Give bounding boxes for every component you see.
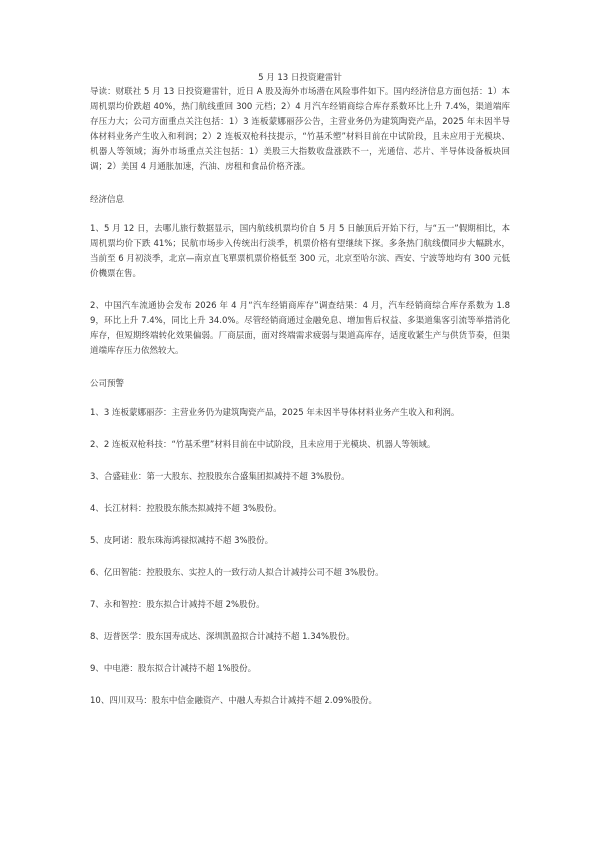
company-item: 4、长江材料：控股股东熊杰拟减持不超 3%股份。	[90, 504, 282, 514]
document-title: 5 月 13 日投资避雷针	[258, 73, 342, 83]
section-heading-company: 公司预警	[90, 379, 125, 389]
company-item: 10、四川双马：股东中信金融资产、中融人寿拟合计减持不超 2.09%股份。	[90, 696, 378, 706]
economy-item: 1、5 月 12 日，去哪儿旅行数据显示，国内航线机票均价自 5 月 5 日触顶后开始下行，与“五一”假期相比，本周机票均价下跌 41%；民航市场步入传统出行淡季，机票价格有望继续下探。多条热门航线價同步大幅跳水，当前至 6 月初淡季，北京—南京直飞單票机票价格低至 300 元，北京至哈尔滨、西安、宁波等地均有 300 元低价機票在售。	[90, 224, 510, 279]
company-item: 3、合盛硅业：第一大股东、控股股东合盛集团拟减持不超 3%股份。	[90, 472, 350, 482]
company-item: 7、永和智控：股东拟合计减持不超 2%股份。	[90, 600, 265, 610]
document-page	[90, 72, 510, 709]
section-heading-economy: 经济信息	[90, 195, 125, 205]
company-item: 5、皮阿诺：股东珠海鸿禄拟减持不超 3%股份。	[90, 536, 274, 546]
company-item: 2、2 连板双枪科技：“竹基禾塑”材料目前在中试阶段，且未应用于光模块、机器人等领域。	[90, 440, 436, 450]
company-item: 9、中电港：股东拟合计减持不超 1%股份。	[90, 664, 257, 674]
intro-paragraph: 导读：财联社 5 月 13 日投资避雷针，近日 A 股及海外市场潜在风险事件如下。国内经济信息方面包括：1）本周机票均价跌超 40%，热门航线重回 300 元档；2）4 月汽车经销商综合库存系数环比上升 7.4%，渠道端库存压力大；公司方面重点关注包括：1）3 连板蒙娜丽莎公告，主营业务仍为建筑陶瓷产品，2025 年未因半导体材料业务产生收入和利润；2）2 连板双枪科技提示，“竹基禾塑”材料目前在中试阶段，且未应用于光模块、机器人等领域；海外市场重点关注包括：1）美股三大指数收盘涨跌不一，光通信、芯片、半导体设备板块回调；2）美国 4 月通胀加速，汽油、房租和食品价格齐涨。	[90, 87, 510, 172]
company-item: 1、3 连板蒙娜丽莎：主营业务仍为建筑陶瓷产品，2025 年未因半导体材料业务产生收入和利润。	[90, 408, 460, 418]
company-item: 8、迈普医学：股东国寿成达、深圳凯盈拟合计减持不超 1.34%股份。	[90, 632, 355, 642]
economy-item: 2、中国汽车流通协会发布 2026 年 4 月“汽车经销商库存”调查结果：4 月，汽车经销商综合库存系数为 1.89，环比上升 7.4%，同比上升 34.0%。尽管经销商通过金融免息、增加售后权益、多渠道集客引流等举措消化库存，但短期终端转化效果偏弱。厂商层面，面对终端需求疲弱与渠道高库存，适度收紧生产与供货节奏，但渠道端库存压力依然较大。	[90, 301, 510, 356]
company-item: 6、亿田智能：控股股东、实控人的一致行动人拟合计减持公司不超 3%股份。	[90, 568, 384, 578]
